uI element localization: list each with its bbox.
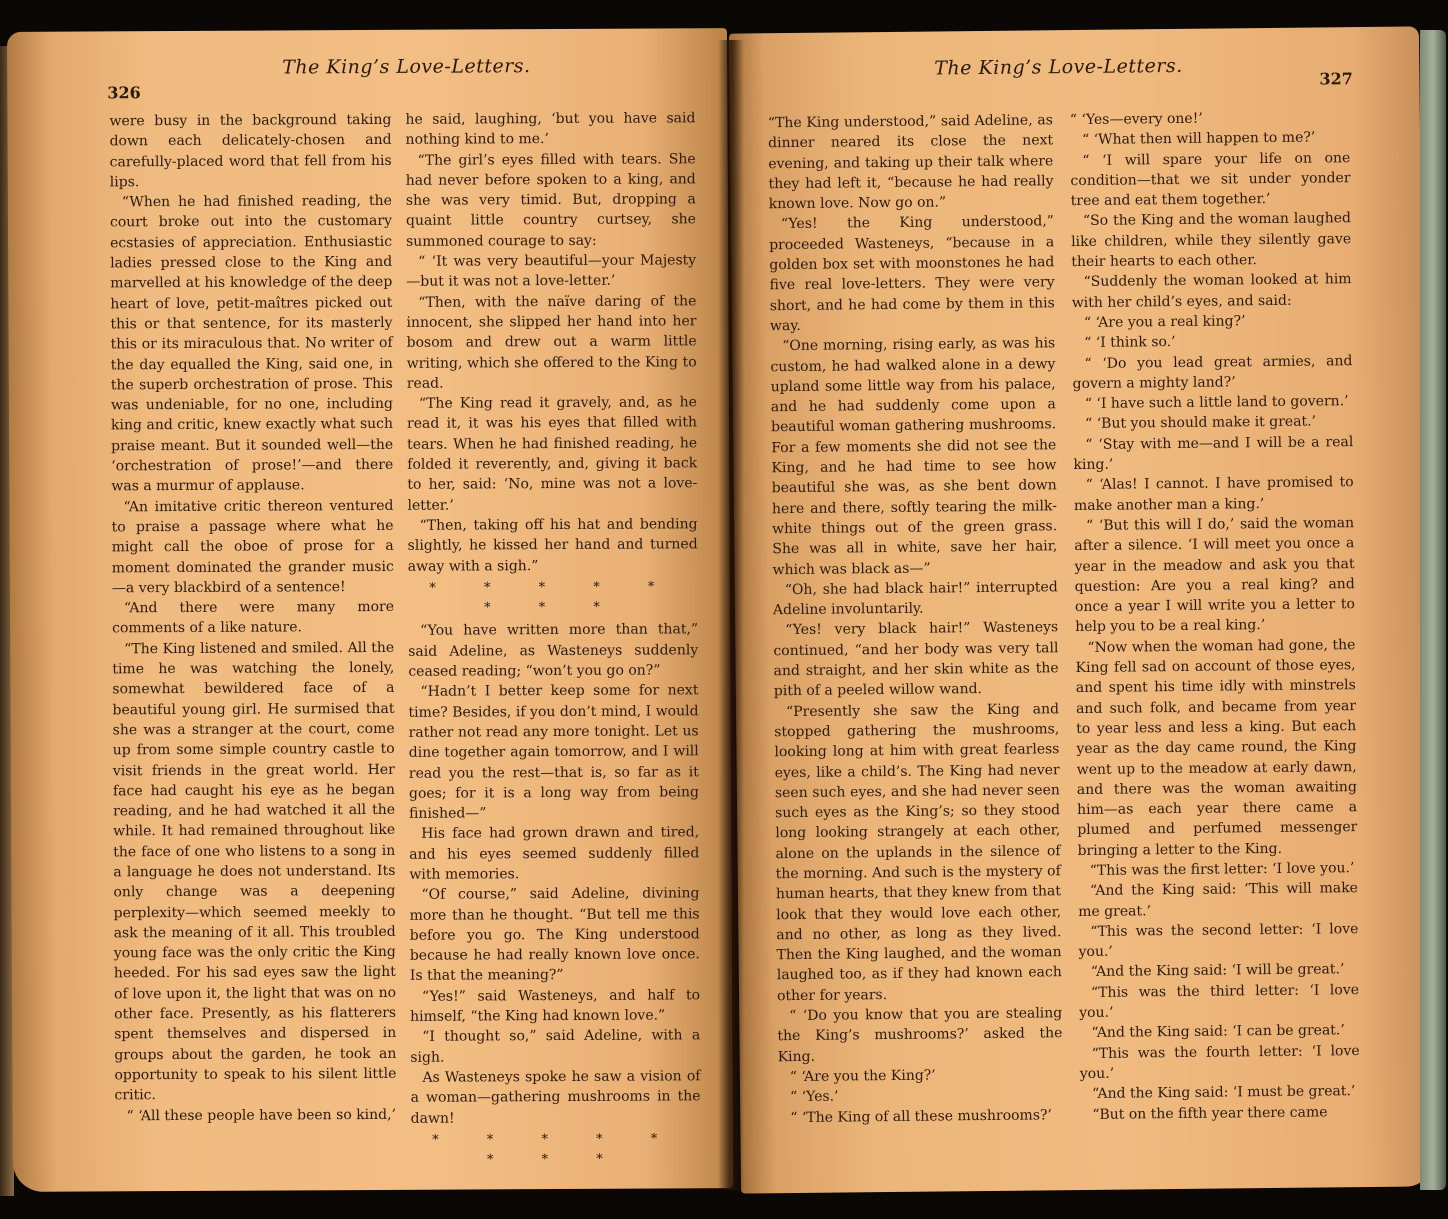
paragraph: “Yes!” said Wasteneys, and half to himself, “the King had known love.” bbox=[410, 987, 701, 1025]
section-break: * * * * * * * * bbox=[432, 1131, 680, 1168]
section-break: * * * * * * * * bbox=[429, 579, 677, 616]
paragraph: he said, laughing, ‘but you have said nothing kind to me.’ bbox=[405, 110, 696, 149]
paragraph: “ ‘I have such a little land to govern.’ bbox=[1084, 393, 1349, 413]
paragraph: “ ‘All these people have been so kind,’ bbox=[126, 1106, 397, 1124]
left-page bbox=[7, 28, 733, 1192]
paragraph: “ ‘Alas! I cannot. I have promised to make another man a king.’ bbox=[1073, 474, 1354, 514]
paragraph: “An imitative critic thereon ventured to praise a passage where what he might call the oboe of prose for a moment dominated the grander music—a very blackbird of a sentence! bbox=[111, 497, 394, 597]
paragraph: “Presently she saw the King and stopped gathering the mushrooms, looking long at him with great fearless eyes, like a child’s. The King had never seen such eyes, and she had never seen such eyes as the King’s; so they stood long looking strangely at each other, alone on the uplands in the silence of the morning. And such is the mystery of human hearts, that they knew from that look that they would love each other, and no other, as long as they lived. Then the King laughed, and the woman laughed too, as if they had known each other for years. bbox=[774, 700, 1062, 1004]
paragraph: “The girl’s eyes filled with tears. She had never before spoken to a king, and she was very timid. But, dropping a quaint little country curtsey, she summoned courage to say: bbox=[405, 150, 697, 250]
paragraph: “ ‘It was very beautiful—your Majesty—but it was not a love-letter.’ bbox=[406, 252, 697, 291]
paragraph: “Oh, she had black hair!” interrupted Adeline involuntarily. bbox=[772, 579, 1058, 619]
book-gutter bbox=[718, 40, 744, 1190]
paragraph: “ ‘I think so.’ bbox=[1084, 334, 1176, 352]
paragraph: “ ‘What then will happen to me?’ bbox=[1081, 129, 1316, 149]
paragraph: As Wasteneys spoke he saw a vision of a woman—gathering mushrooms in the dawn! bbox=[410, 1068, 701, 1127]
paragraph: “This was the first letter: ‘I love you.’ bbox=[1089, 860, 1355, 879]
paragraph: “ ‘I will spare your life on one condition—that we sit under yonder tree and eat them together.’ bbox=[1070, 149, 1351, 210]
paragraph: “This was the second letter: ‘I love you.’ bbox=[1078, 920, 1359, 961]
paragraph: “Hadn’t I better keep some for next time? Besides, if you don’t mind, I would rather not read any more tonight. Let us dine together again tomorrow, and I will read you the rest—that is, so far as it goes; for it is a long way from being finished—” bbox=[408, 682, 699, 822]
paragraph: “ ‘Yes—every one!’ bbox=[1069, 110, 1203, 129]
running-head: The King’s Love-Letters. bbox=[282, 55, 531, 79]
right-page bbox=[729, 26, 1431, 1193]
text-column-right-2 bbox=[1070, 107, 1361, 1125]
paragraph: “ ‘Are you the King?’ bbox=[789, 1067, 936, 1086]
text-column-right-1 bbox=[768, 110, 1064, 1128]
paragraph: “ ‘Are you a real king?’ bbox=[1083, 313, 1246, 331]
running-head: The King’s Love-Letters. bbox=[934, 54, 1183, 80]
paragraph: “Yes! very black hair!” Wasteneys continued, “and her body was very tall and straight, and her skin white as the pith of a peeled willow wand. bbox=[773, 619, 1059, 700]
paragraph: “ ‘Do you know that you are stealing the King’s mushrooms?’ asked the King. bbox=[777, 1005, 1063, 1065]
paragraph: “Then, taking off his hat and bending slightly, he kissed her hand and turned away with a sigh.” bbox=[407, 516, 698, 575]
paragraph: “Then, with the naïve daring of the innocent, she slipped her hand into her bosom and drew out a warm little writing, which she offered to the King to read. bbox=[406, 292, 697, 392]
text-column-left-1 bbox=[109, 110, 396, 1126]
paragraph: “This was the third letter: ‘I love you.’ bbox=[1079, 981, 1360, 1022]
paragraph: “Suddenly the woman looked at him with her child’s eyes, and said: bbox=[1071, 271, 1352, 311]
paragraph: “But on the fifth year there came bbox=[1092, 1103, 1328, 1123]
paragraph: “ ‘Yes.’ bbox=[790, 1088, 839, 1106]
paragraph: “Of course,” said Adeline, divining more than he thought. “But tell me this before you go. The King understood because he had really known love once. Is that the meaning?” bbox=[409, 885, 700, 985]
book-edge-right bbox=[1420, 30, 1446, 1190]
paragraph: “Yes! the King understood,” proceeded Wasteneys, “because in a golden box set with moonstones he had five real love-letters. They were very short, and he had come by them in this way. bbox=[769, 213, 1055, 335]
paragraph: “So the King and the woman laughed like children, while they silently gave their hearts to each other. bbox=[1071, 210, 1352, 271]
paragraph: “One morning, rising early, as was his custom, he had walked alone in a dewy upland some little way from his palace, and he had suddenly come upon a beautiful woman gathering mushrooms. For a few moments she did not see the King, and he had time to see how beautiful she was, as she bent down here and there, softly tearing the milk-white things out of the green grass. She was all in white, save her hair, which was black as—” bbox=[770, 335, 1058, 578]
paragraph: “Now when the woman had gone, the King fell sad on account of those eyes, and spent his time idly with minstrels and such folk, and became from year to year less and less a king. But each year as the day came round, the King went up to the meadow at early dawn, and there was the woman awaiting him—as each year there came a plumed and perfumed messenger bringing a letter to the King. bbox=[1075, 636, 1358, 859]
paragraph: “This was the fourth letter: ‘I love you.’ bbox=[1079, 1042, 1360, 1082]
paragraph: “When he had finished reading, the court broke out into the customary ecstasies of appreciation. Enthusiastic ladies pressed close to the King and marvelled at his knowledge of the deep heart of love, petit-maîtres picked out this or that sentence, for its masterly this or its miraculous that. No writer of the day equalled the King, said one, in the superb orchestration of prose. This was undeniable, for no one, including king and critic, knew exactly what such praise meant. But it sounded well—the ‘orchestration of prose!’—and there was a murmur of applause. bbox=[109, 193, 394, 495]
paragraph: “ ‘The King of all these mushrooms?’ bbox=[790, 1106, 1053, 1126]
paragraph: “You have written more than that,” said Adeline, as Wasteneys suddenly ceased reading; “won’t you go on?” bbox=[408, 621, 699, 680]
paragraph: “ ‘Do you lead great armies, and govern a mighty land?’ bbox=[1072, 352, 1353, 392]
paragraph: were busy in the background taking down each delicately-chosen and carefully-placed word that fell from his lips. bbox=[109, 111, 392, 191]
paragraph: “ ‘But this will I do,’ said the woman after a silence. ‘I will meet you once a year in the meadow and ask you that question: Are you a real king? and once a year I will write you a letter to help you to be a real king.’ bbox=[1074, 515, 1356, 636]
paragraph: His face had grown drawn and tired, and his eyes seemed suddenly filled with memories. bbox=[409, 824, 700, 883]
paragraph: “The King listened and smiled. All the time he was watching the lonely, somewhat bewildered face of a beautiful young girl. He surmised that she was a stranger at the court, come up from some simple country castle to visit friends in the great world. Her face had caught his eye as he began reading, and he had watched it all the while. It had remained throughout like the face of one who listens to a song in a language he does not understand. Its only change was a deepening perplexity—which seemed meekly to ask the meaning of it all. This troubled young face was the only critic the King heeded. For his sad eyes saw the light of love upon it, the light that was on no other face. Presently, as his flatterers spent themselves and dispersed in groups about the garden, he took an opportunity to speak to his silent little critic. bbox=[112, 639, 397, 1104]
paragraph: “I thought so,” said Adeline, with a sigh. bbox=[410, 1027, 701, 1066]
page-number: 326 bbox=[107, 83, 141, 103]
paragraph: “And there were many more comments of a like nature. bbox=[112, 598, 395, 637]
paragraph: “And the King said: ‘I will be great.’ bbox=[1090, 961, 1345, 981]
paragraph: “And the King said: ‘This will make me great.’ bbox=[1078, 880, 1359, 920]
paragraph: “And the King said: ‘I can be great.’ bbox=[1091, 1022, 1345, 1042]
page-number: 327 bbox=[1319, 69, 1353, 89]
paragraph: “ ‘Stay with me—and I will be a real king.’ bbox=[1073, 433, 1354, 474]
paragraph: “The King read it gravely, and, as he read it, it was his eyes that filled with tears. When he had finished reading, he folded it reverently, and, giving it back to her, said: ‘No, mine was not a love-letter.’ bbox=[406, 394, 698, 514]
paragraph: “ ‘But you should make it great.’ bbox=[1084, 413, 1317, 433]
paragraph: “The King understood,” said Adeline, as dinner neared its close the next evening, and taking up their talk where they had left it, “because he had really known love. Now go on.” bbox=[767, 112, 1054, 213]
text-column-left-2 bbox=[405, 108, 701, 1173]
paragraph: “And the King said: ‘I must be great.’ bbox=[1091, 1083, 1356, 1103]
